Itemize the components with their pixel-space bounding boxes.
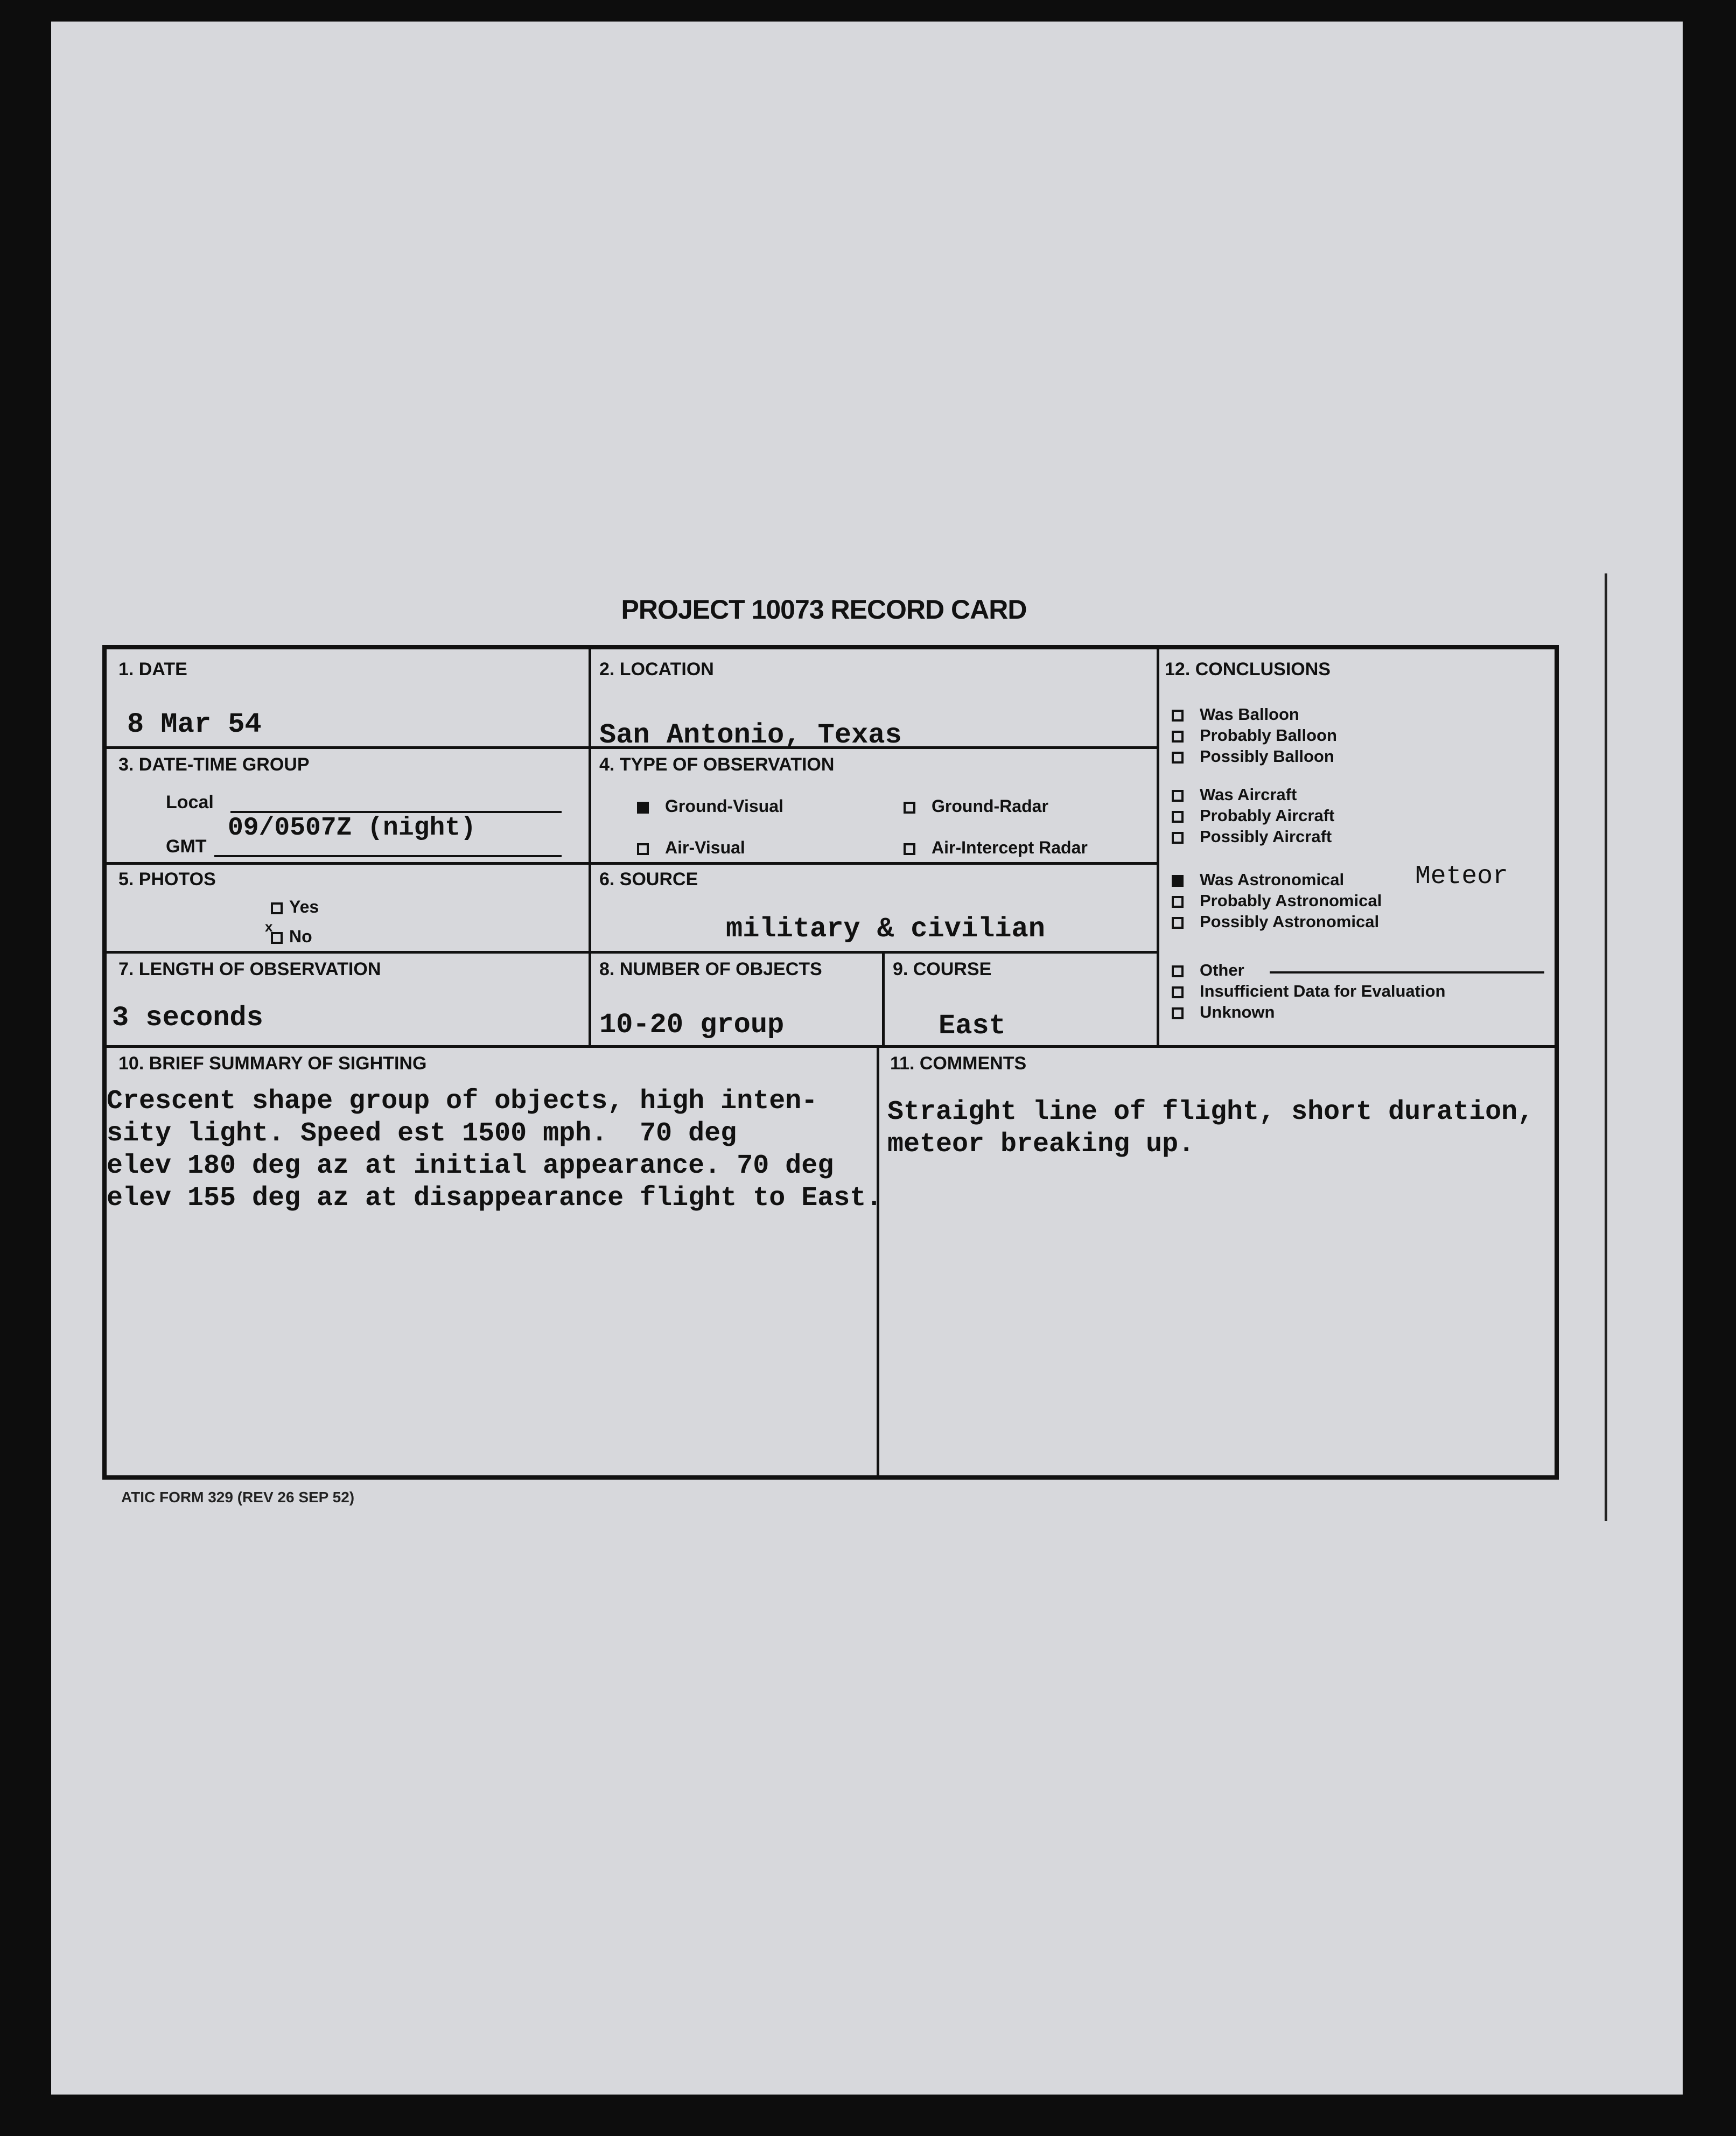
conclusion-checkbox [1172, 790, 1184, 802]
rule-row2 [107, 862, 1159, 865]
conclusion-checkbox [1172, 752, 1184, 764]
obs-ground-radar [904, 796, 1048, 816]
conclusion-option-label: Unknown [1200, 1003, 1275, 1021]
dtg-gmt-label: GMT [166, 836, 207, 857]
conclusion-option [1172, 726, 1337, 745]
photos-yes-checkbox [271, 902, 283, 914]
conclusions-meteor-note: Meteor [1415, 862, 1508, 891]
record-card [102, 645, 1559, 1480]
conclusion-option-label: Was Balloon [1200, 705, 1299, 724]
conclusion-checkbox [1172, 917, 1184, 929]
comments-label: 11. COMMENTS [890, 1053, 1027, 1074]
obs-type-label: 4. TYPE OF OBSERVATION [599, 754, 835, 775]
conclusion-option [1172, 806, 1334, 825]
conclusion-option [1172, 982, 1445, 1001]
conclusion-option [1172, 827, 1332, 846]
conclusion-option [1172, 747, 1334, 766]
photos-no [271, 927, 312, 947]
summary-label: 10. BRIEF SUMMARY OF SIGHTING [118, 1053, 427, 1074]
course-value: East [939, 1010, 1006, 1042]
conclusion-option-label: Was Astronomical [1200, 870, 1345, 889]
rule-row3 [107, 951, 1159, 954]
conclusion-checkbox [1172, 986, 1184, 998]
num-objects-label: 8. NUMBER OF OBJECTS [599, 959, 822, 979]
conclusion-checkbox [1172, 832, 1184, 844]
num-objects-value: 10-20 group [599, 1009, 785, 1041]
photos-no-mark: x [265, 919, 273, 935]
dtg-gmt-line [214, 855, 562, 857]
conclusion-option [1172, 870, 1344, 890]
rule-col-c [882, 951, 885, 1045]
conclusion-option-label: Possibly Balloon [1200, 747, 1334, 766]
obs-air-visual [637, 838, 745, 858]
date-value: 8 Mar 54 [127, 709, 262, 740]
conclusion-option [1172, 961, 1244, 980]
obs-air-visual-label: Air-Visual [665, 838, 745, 857]
obs-ground-visual [637, 796, 783, 816]
conclusions-label: 12. CONCLUSIONS [1165, 659, 1331, 680]
conclusion-checkbox [1172, 710, 1184, 722]
source-label: 6. SOURCE [599, 869, 698, 890]
length-label: 7. LENGTH OF OBSERVATION [118, 959, 381, 979]
conclusion-option [1172, 785, 1297, 804]
source-value: military & civilian [726, 913, 1045, 945]
conclusion-checkbox [1172, 965, 1184, 977]
conclusion-option-label: Probably Balloon [1200, 726, 1337, 745]
conclusion-option [1172, 912, 1379, 932]
location-label: 2. LOCATION [599, 659, 714, 680]
dtg-local-label: Local [166, 792, 214, 813]
obs-air-intercept-radar-label: Air-Intercept Radar [932, 838, 1088, 857]
photos-label: 5. PHOTOS [118, 869, 216, 890]
dtg-value: 09/0507Z (night) [228, 814, 476, 843]
obs-ground-radar-checkbox [904, 802, 915, 814]
conclusion-checkbox [1172, 811, 1184, 823]
rule-col-b [1157, 649, 1159, 1045]
conclusion-option [1172, 705, 1299, 724]
obs-air-intercept-radar-checkbox [904, 843, 915, 855]
obs-air-intercept-radar [904, 838, 1088, 858]
rule-col-a [589, 649, 591, 1045]
conclusion-option [1172, 891, 1382, 911]
conclusion-option-label: Other [1200, 961, 1244, 979]
conclusion-option [1172, 1003, 1275, 1022]
photos-no-label: No [289, 927, 312, 946]
dtg-label: 3. DATE-TIME GROUP [118, 754, 310, 775]
card-title: PROJECT 10073 RECORD CARD [621, 594, 1027, 625]
conclusion-option-label: Probably Astronomical [1200, 891, 1382, 910]
conclusion-checkbox [1172, 1007, 1184, 1019]
photos-yes [271, 897, 319, 917]
dtg-local-line [230, 811, 562, 813]
rule-row4 [107, 1045, 1555, 1048]
conclusion-checkbox [1172, 896, 1184, 908]
conclusion-option-label: Was Aircraft [1200, 785, 1297, 804]
conclusion-option-label: Insufficient Data for Evaluation [1200, 982, 1446, 1000]
conclusion-checkbox [1172, 875, 1184, 887]
conclusion-checkbox [1172, 731, 1184, 743]
length-value: 3 seconds [112, 1002, 263, 1034]
scan-edge-right [1605, 573, 1607, 1521]
conclusion-option-label: Possibly Astronomical [1200, 912, 1380, 931]
comments-text: Straight line of flight, short duration, meteor breaking up. [887, 1097, 1534, 1160]
date-label: 1. DATE [118, 659, 187, 680]
obs-ground-radar-label: Ground-Radar [932, 796, 1048, 816]
obs-air-visual-checkbox [637, 843, 649, 855]
conclusion-option-label: Possibly Aircraft [1200, 827, 1332, 846]
conclusions-other-line [1270, 971, 1544, 974]
photos-yes-label: Yes [289, 897, 319, 916]
obs-ground-visual-label: Ground-Visual [665, 796, 783, 816]
obs-ground-visual-checkbox [637, 802, 649, 814]
form-number: ATIC FORM 329 (REV 26 SEP 52) [121, 1489, 355, 1505]
summary-text: Crescent shape group of objects, high inten- sity light. Speed est 1500 mph. 70 deg elev 180 deg az at initial appearance. 70 deg elev 155 deg az at disappearance flight to East. [107, 1086, 883, 1214]
location-value: San Antonio, Texas [599, 719, 902, 751]
conclusion-option-label: Probably Aircraft [1200, 806, 1335, 825]
course-label: 9. COURSE [893, 959, 992, 979]
